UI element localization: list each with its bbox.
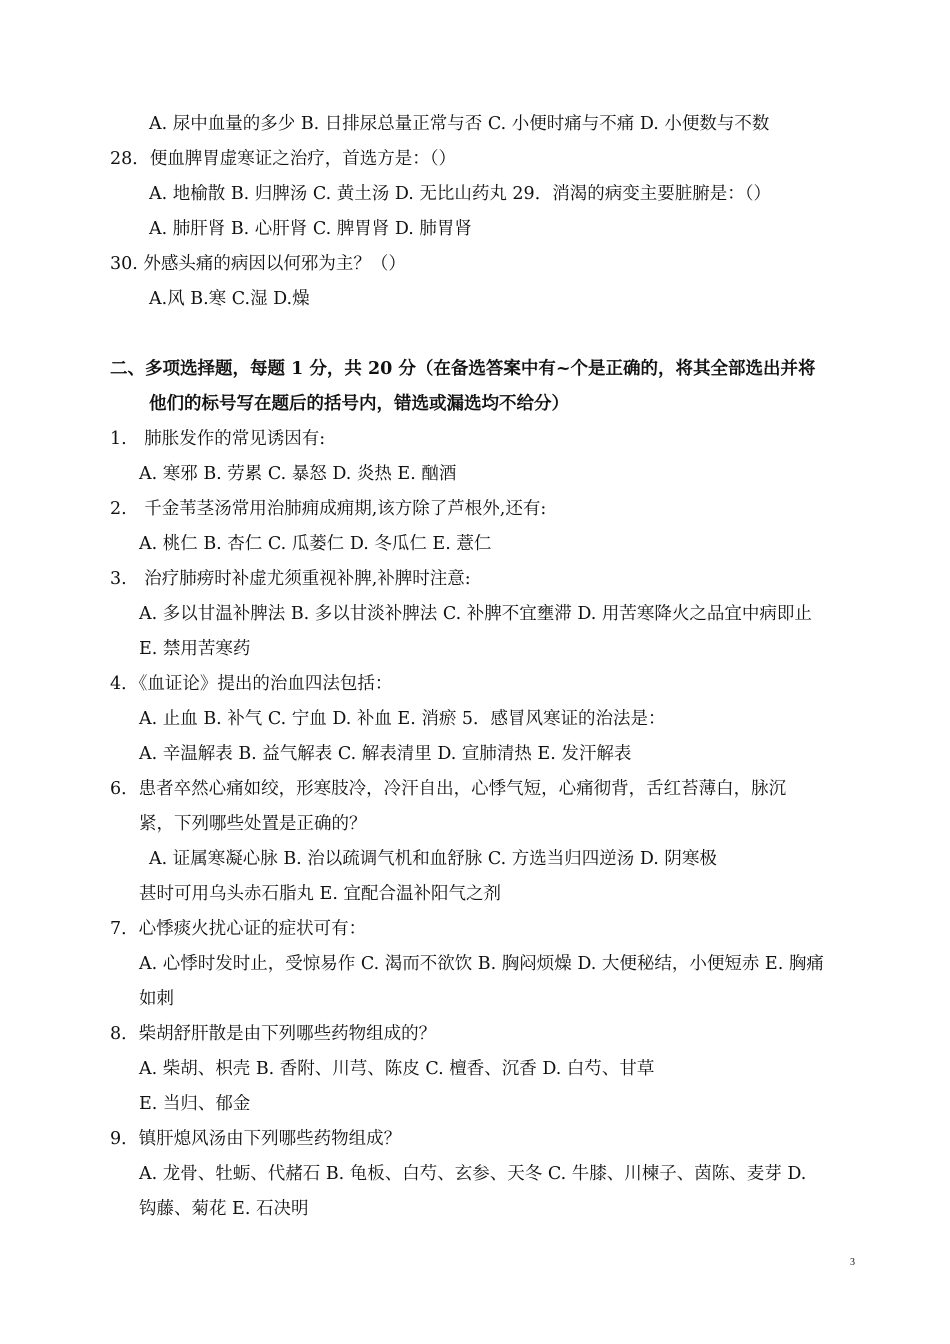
mq4-options-mq5-stem: A. 止血 B. 补气 C. 宁血 D. 补血 E. 消瘀 5．感冒风寒证的治法是： [139, 709, 666, 729]
q27-options: A. 尿中血量的多少 B. 日排尿总量正常与否 C. 小便时痛与不痛 D. 小便数与不数 [149, 114, 770, 134]
mq1-stem: 1. 肺胀发作的常见诱因有: [110, 429, 326, 449]
mq2-stem: 2. 千金苇茎汤常用治肺痈成痈期,该方除了芦根外,还有: [110, 499, 547, 519]
mq3-options: A. 多以甘温补脾法 B. 多以甘淡补脾法 C. 补脾不宜壅滞 D. 用苦寒降火之品宜中病即止 [139, 604, 812, 624]
page-number: 3 [850, 1257, 855, 1268]
section-heading-cont: 他们的标号写在题后的括号内，错选或漏选均不给分） [149, 394, 569, 414]
q29-options: A. 肺肝肾 B. 心肝肾 C. 脾胃肾 D. 肺胃肾 [149, 219, 472, 239]
mq3-options-cont: E. 禁用苦寒药 [139, 639, 251, 659]
mq8-stem: 8．柴胡舒肝散是由下列哪些药物组成的？ [110, 1024, 437, 1044]
mq2-options: A. 桃仁 B. 杏仁 C. 瓜蒌仁 D. 冬瓜仁 E. 薏仁 [139, 534, 492, 554]
mq9-options-cont: 钩藤、菊花 E. 石决明 [139, 1199, 309, 1219]
q28-stem: 28．便血脾胃虚寒证之治疗，首选方是：（） [110, 149, 457, 169]
mq6-stem: 6．患者卒然心痛如绞，形寒肢冷，冷汗自出，心悸气短，心痛彻背，舌红苔薄白，脉沉 [110, 779, 787, 799]
mq6-stem-cont: 紧，下列哪些处置是正确的？ [139, 814, 367, 834]
mq7-options: A. 心悸时发时止，受惊易作 C. 渴而不欲饮 B. 胸闷烦燥 D. 大便秘结，小便短赤 E. 胸痛 [139, 954, 824, 974]
mq6-options: A. 证属寒凝心脉 B. 治以疏调气机和血舒脉 C. 方选当归四逆汤 D. 阴寒极 [149, 849, 717, 869]
mq4-stem: 4．《血证论》提出的治血四法包括： [110, 674, 393, 694]
mq9-stem: 9．镇肝熄风汤由下列哪些药物组成？ [110, 1129, 402, 1149]
mq7-options-cont: 如刺 [139, 989, 174, 1009]
q30-options: A.风 B.寒 C.湿 D.燥 [149, 289, 310, 309]
mq5-options: A. 辛温解表 B. 益气解表 C. 解表清里 D. 宣肺清热 E. 发汗解表 [139, 744, 632, 764]
section-heading: 二、多项选择题，每题 1 分，共 20 分（在备选答案中有~个是正确的，将其全部选出并将 [110, 359, 816, 379]
q30-stem: 30. 外感头痛的病因以何邪为主？（） [110, 254, 406, 274]
mq8-options-cont: E. 当归、郁金 [139, 1094, 251, 1114]
mq6-options-cont: 甚时可用乌头赤石脂丸 E. 宜配合温补阳气之剂 [139, 884, 501, 904]
q28-options-q29-stem: A. 地榆散 B. 归脾汤 C. 黄土汤 D. 无比山药丸 29．消渴的病变主要脏腑是：（） [149, 184, 771, 204]
mq8-options: A. 柴胡、枳壳 B. 香附、川芎、陈皮 C. 檀香、沉香 D. 白芍、甘草 [139, 1059, 655, 1079]
mq1-options: A. 寒邪 B. 劳累 C. 暴怒 D. 炎热 E. 酗酒 [139, 464, 457, 484]
mq9-options: A. 龙骨、牡蛎、代赭石 B. 龟板、白芍、玄参、天冬 C. 牛膝、川楝子、茵陈、麦芽 D. [139, 1164, 807, 1184]
mq7-stem: 7．心悸痰火扰心证的症状可有： [110, 919, 367, 939]
mq3-stem: 3. 治疗肺痨时补虚尤须重视补脾,补脾时注意: [110, 569, 471, 589]
